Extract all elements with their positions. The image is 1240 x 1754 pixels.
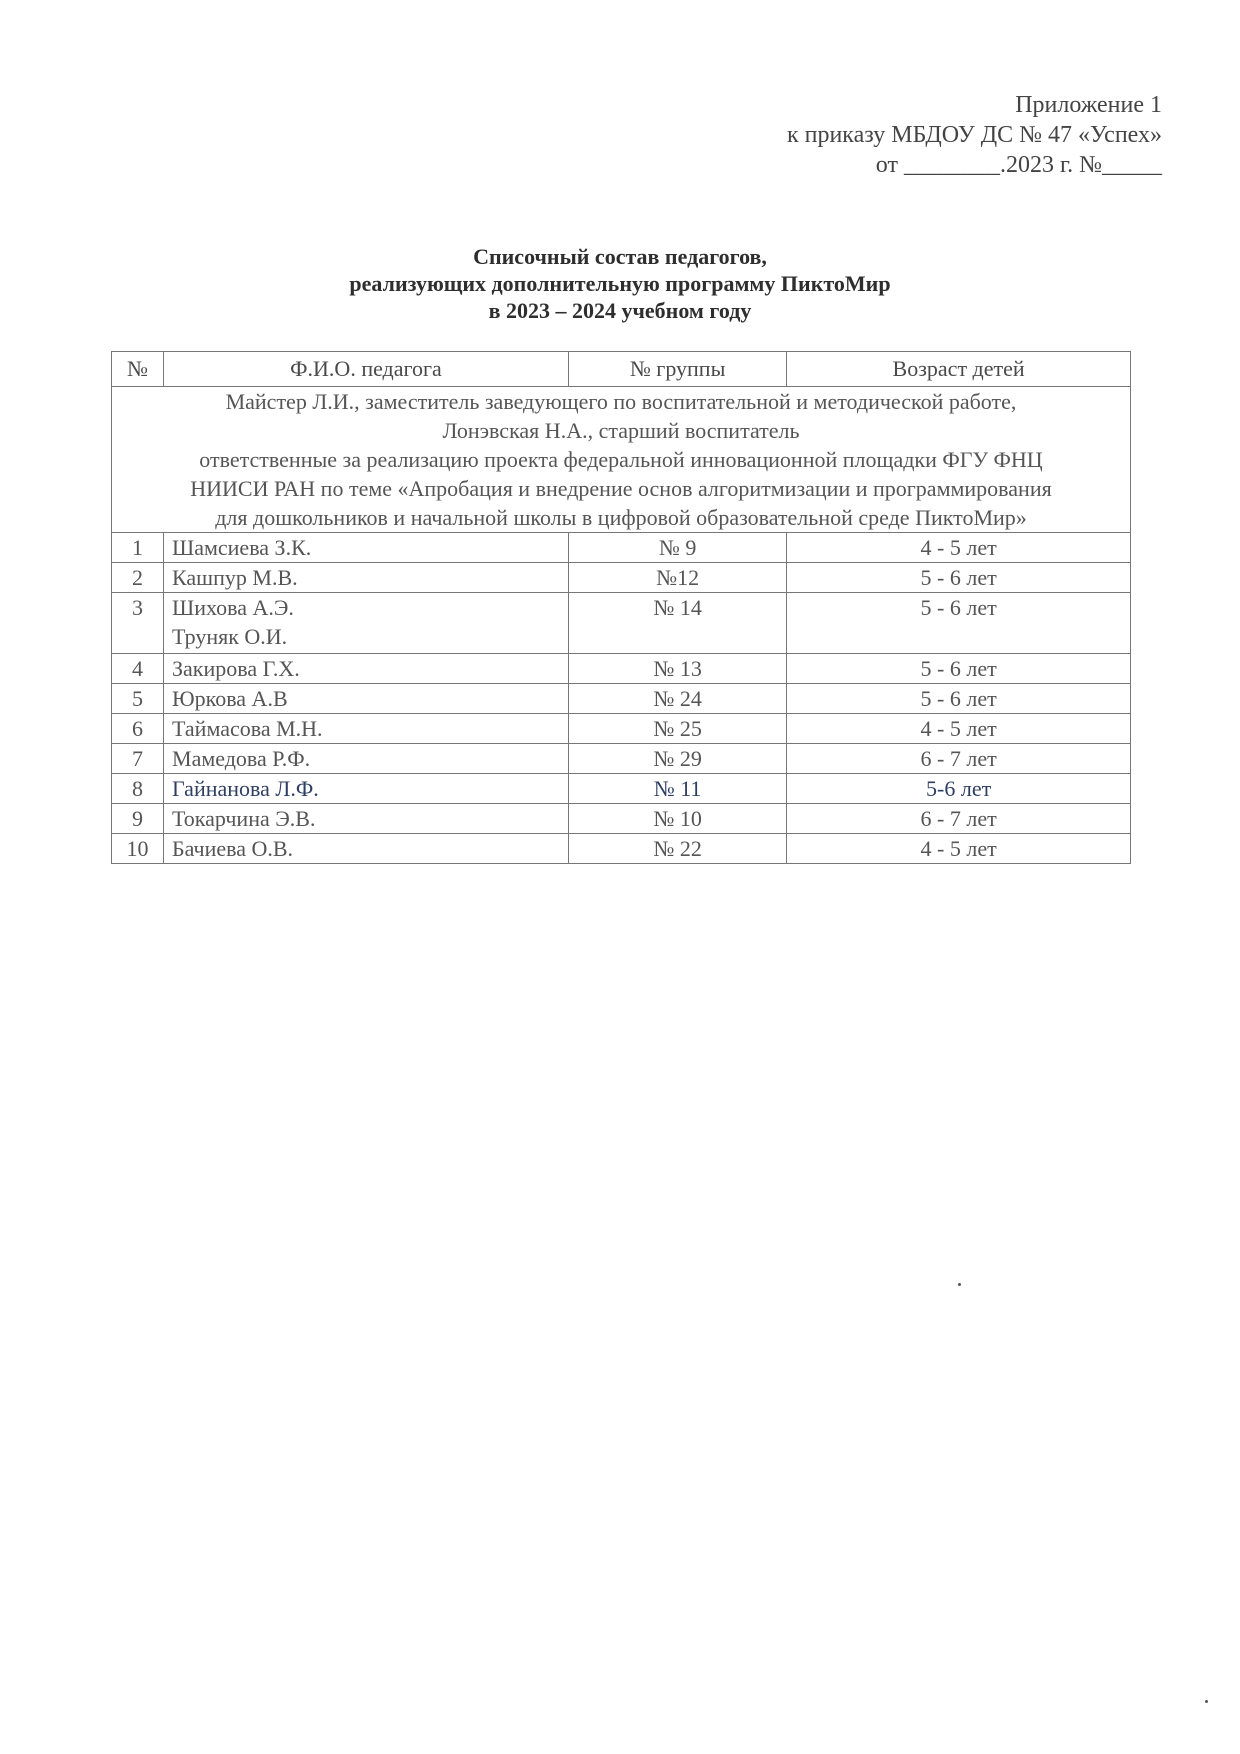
row-num: 3 <box>112 593 164 654</box>
table-row <box>112 533 1131 563</box>
row-group: № 14 <box>568 593 786 654</box>
row-age: 5-6 лет <box>787 774 1131 804</box>
row-group: № 25 <box>568 714 786 744</box>
row-name <box>164 714 569 744</box>
table-row <box>112 804 1131 834</box>
row-name <box>164 804 569 834</box>
appendix-line-2: к приказу МБДОУ ДС № 47 «Успех» <box>786 122 1162 148</box>
teacher-name: Шамсиева З.К. <box>172 535 312 560</box>
title-line-1: Списочный состав педагогов, <box>473 244 767 269</box>
header-num: № <box>112 352 164 387</box>
table-row <box>112 774 1131 804</box>
row-group: № 24 <box>568 684 786 714</box>
title-line-2: реализующих дополнительную программу ПиктоМир <box>349 271 891 296</box>
row-age: 5 - 6 лет <box>787 684 1131 714</box>
staff-table <box>111 351 1131 864</box>
row-num: 8 <box>112 774 164 804</box>
appendix-header <box>642 90 1162 180</box>
table-header-row <box>112 352 1131 387</box>
document-title <box>0 243 1240 324</box>
row-name <box>164 654 569 684</box>
appendix-line-3: от ________.2023 г. №_____ <box>875 152 1162 178</box>
teacher-name: Шихова А.Э. <box>172 595 294 620</box>
title-line-3: в 2023 – 2024 учебном году <box>488 298 752 323</box>
teacher-name: Кашпур М.В. <box>172 565 298 590</box>
table-row <box>112 714 1131 744</box>
row-num: 5 <box>112 684 164 714</box>
row-age: 5 - 6 лет <box>787 654 1131 684</box>
row-group: №12 <box>568 563 786 593</box>
table-row <box>112 744 1131 774</box>
info-cell <box>112 387 1131 533</box>
table-row <box>112 563 1131 593</box>
teacher-name: Труняк О.И. <box>172 624 288 649</box>
row-age: 4 - 5 лет <box>787 714 1131 744</box>
info-line: ответственные за реализацию проекта федеральной инновационной площадки ФГУ ФНЦ <box>199 447 1043 472</box>
row-num: 9 <box>112 804 164 834</box>
info-line: для дошкольников и начальной школы в цифровой образовательной среде ПиктоМир» <box>215 505 1027 530</box>
row-num: 4 <box>112 654 164 684</box>
scan-speck <box>1205 1700 1208 1703</box>
row-group: № 9 <box>568 533 786 563</box>
row-age: 6 - 7 лет <box>787 744 1131 774</box>
info-line: Лонэвская Н.А., старший воспитатель <box>442 418 800 443</box>
row-num: 6 <box>112 714 164 744</box>
table-row <box>112 684 1131 714</box>
info-line: НИИСИ РАН по теме «Апробация и внедрение основ алгоритмизации и программирования <box>190 476 1052 501</box>
header-name: Ф.И.О. педагога <box>164 352 569 387</box>
row-num: 7 <box>112 744 164 774</box>
row-name <box>164 684 569 714</box>
info-row <box>112 387 1131 533</box>
row-group: № 29 <box>568 744 786 774</box>
row-num: 2 <box>112 563 164 593</box>
row-num: 10 <box>112 834 164 864</box>
row-age: 6 - 7 лет <box>787 804 1131 834</box>
row-age: 4 - 5 лет <box>787 834 1131 864</box>
row-group: № 22 <box>568 834 786 864</box>
scan-speck <box>958 1283 961 1286</box>
table-row <box>112 834 1131 864</box>
row-num: 1 <box>112 533 164 563</box>
teacher-name: Гайнанова Л.Ф. <box>172 776 319 801</box>
teacher-name: Мамедова Р.Ф. <box>172 746 311 771</box>
row-age: 5 - 6 лет <box>787 593 1131 654</box>
teacher-name: Юркова А.В <box>172 686 288 711</box>
row-name <box>164 563 569 593</box>
teacher-name: Таймасова М.Н. <box>172 716 323 741</box>
row-age: 5 - 6 лет <box>787 563 1131 593</box>
teacher-name: Закирова Г.Х. <box>172 656 300 681</box>
appendix-line-1: Приложение 1 <box>1015 92 1162 118</box>
row-name <box>164 533 569 563</box>
row-name <box>164 834 569 864</box>
row-group: № 11 <box>568 774 786 804</box>
teacher-name: Бачиева О.В. <box>172 836 294 861</box>
row-name <box>164 774 569 804</box>
table-row <box>112 593 1131 654</box>
teacher-name: Токарчина Э.В. <box>172 806 316 831</box>
header-age: Возраст детей <box>787 352 1131 387</box>
table-row <box>112 654 1131 684</box>
row-age: 4 - 5 лет <box>787 533 1131 563</box>
row-name <box>164 593 569 654</box>
info-line: Майстер Л.И., заместитель заведующего по воспитательной и методической работе, <box>225 389 1017 414</box>
header-group: № группы <box>568 352 786 387</box>
row-name <box>164 744 569 774</box>
row-group: № 10 <box>568 804 786 834</box>
row-group: № 13 <box>568 654 786 684</box>
